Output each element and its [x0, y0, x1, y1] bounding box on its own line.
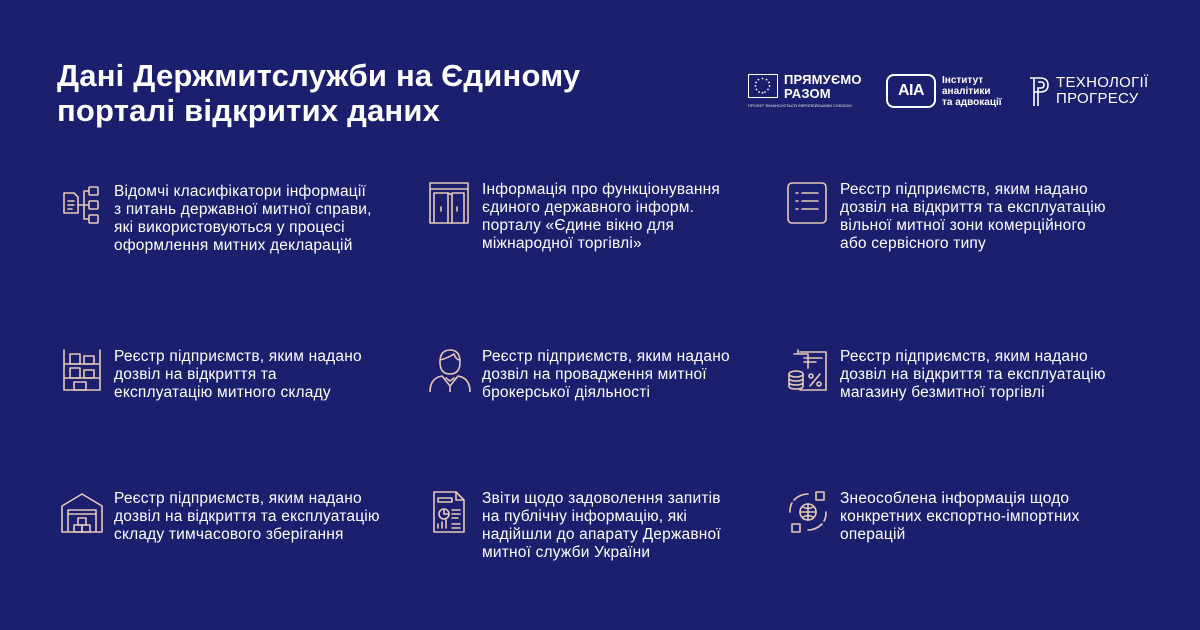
item-text: Інформація про функціонування єдиного державного інформ. порталу «Єдине вікно для міжнародної торгівлі»: [482, 181, 721, 252]
item-text: Реєстр підприємств, яким надано дозвіл на відкриття та експлуатацію складу тимчасового зберігання: [114, 490, 380, 543]
storage-warehouse-icon: [60, 490, 104, 534]
aia-logo: [886, 74, 1016, 110]
eu-logo-sub: ПРОЄКТ ФІНАНСУЄТЬСЯ ЄВРОПЕЙСЬКИМ СОЮЗОМ: [748, 103, 852, 108]
item-text: Реєстр підприємств, яким надано дозвіл на відкриття та експлуатацію митного складу: [114, 348, 362, 401]
tp-logo-name: ТЕХНОЛОГІЇ ПРОГРЕСУ: [1056, 74, 1149, 107]
globe-trade-icon: [786, 490, 830, 534]
item-text: Звіти щодо задоволення запитів на публічну інформацію, які надійшли до апарату Державної митної служби України: [482, 490, 721, 561]
item-text: Реєстр підприємств, яким надано дозвіл на провадження митної брокерської діяльності: [482, 348, 730, 401]
broker-person-icon: [428, 348, 472, 392]
eu-logo: [746, 72, 864, 112]
duty-free-percent-icon: [786, 348, 830, 392]
item-text: Знеособлена інформація щодо конкретних експортно-імпортних операцій: [840, 490, 1080, 543]
page-title: Дані Держмитслужби на Єдиному порталі відкритих даних: [57, 58, 581, 128]
window-icon: [428, 181, 472, 225]
aia-badge: AIA: [886, 74, 936, 108]
item-text: Відомчі класифікатори інформації з питань державної митної справи, які використовуються у процесі оформлення митних декларацій: [114, 183, 372, 254]
eu-logo-name: ПРЯМУЄМО РАЗОМ: [784, 72, 862, 101]
partner-logos: [746, 72, 1149, 112]
item-text: Реєстр підприємств, яким надано дозвіл на відкриття та експлуатацію вільної митної зони комерційного або сервісного типу: [840, 181, 1106, 252]
item-text: Реєстр підприємств, яким надано дозвіл на відкриття та експлуатацію магазину безмитної торгівлі: [840, 348, 1106, 401]
data-hierarchy-icon: [60, 183, 104, 227]
warehouse-shelves-icon: [60, 348, 104, 392]
tp-logo: [1028, 74, 1149, 110]
aia-logo-name: Інститут аналітики та адвокації: [942, 75, 1002, 108]
report-document-icon: [428, 490, 472, 534]
eu-flag-icon: [748, 74, 778, 98]
list-document-icon: [786, 181, 830, 225]
tp-mark-icon: [1028, 76, 1050, 108]
